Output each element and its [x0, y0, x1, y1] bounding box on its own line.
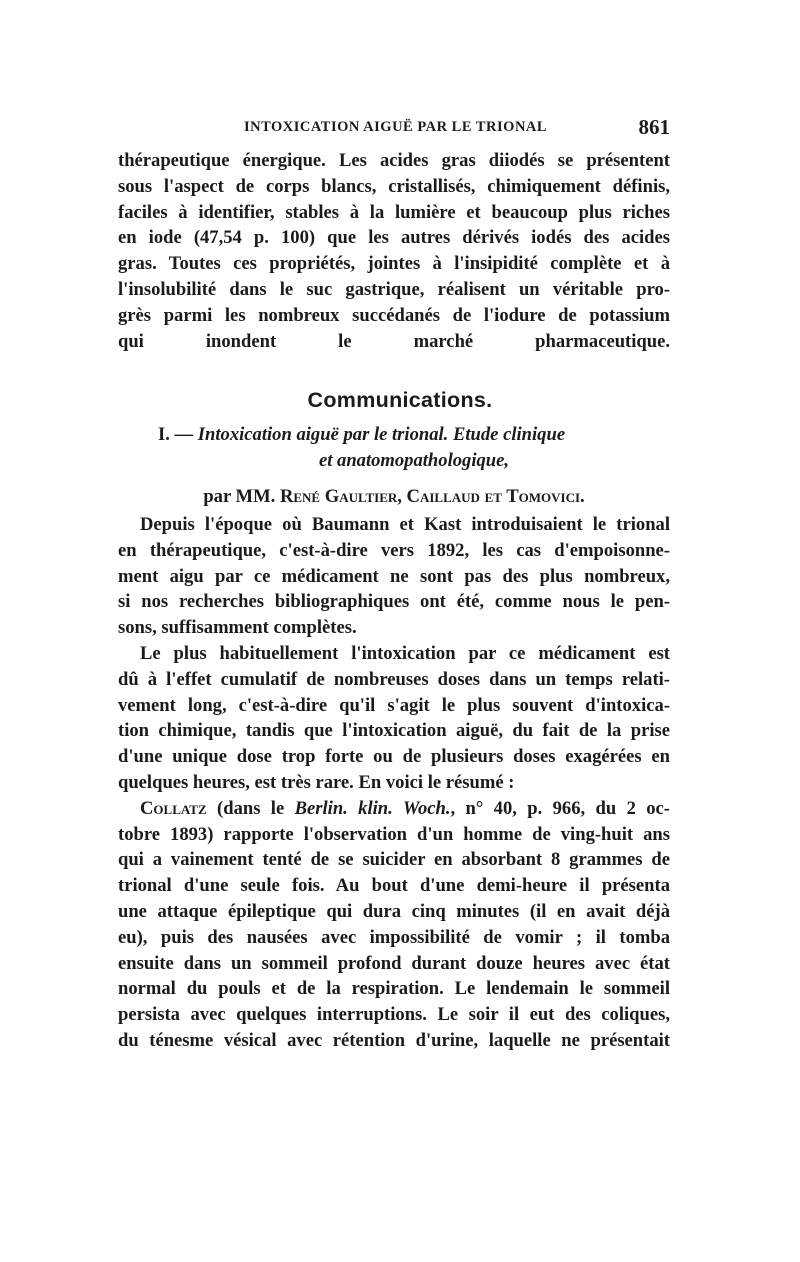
- article-title-part2: et anatomopathologique,: [318, 449, 510, 471]
- article-heading: [118, 422, 670, 509]
- page-header: [118, 113, 670, 143]
- text-line: en thérapeutique, c'est-à-dire vers 1892, les cas d'empoisonne-: [118, 539, 670, 561]
- text-line: faciles à identifier, stables à la lumière et beaucoup plus riches: [118, 201, 670, 223]
- running-title: INTOXICATION AIGUË PAR LE TRIONAL: [244, 119, 548, 135]
- text-line: grès parmi les nombreux succédanés de l'iodure de potassium: [118, 304, 670, 326]
- text-line: du ténesme vésical avec rétention d'urine, laquelle ne présentait: [118, 1029, 670, 1051]
- text-line: Depuis l'époque où Baumann et Kast introduisaient le trional: [140, 514, 670, 535]
- text-line: trional d'une seule fois. Au bout d'une demi-heure il présenta: [118, 875, 670, 897]
- text-line: sons, suffisamment complètes.: [118, 617, 357, 639]
- citation-part-a: (dans le: [217, 797, 295, 819]
- text-line: thérapeutique énergique. Les acides gras diiodés se présentent: [118, 150, 670, 171]
- text-line: l'insolubilité dans le suc gastrique, réalisent un véritable pro-: [118, 278, 670, 300]
- text-line: si nos recherches bibliographiques ont été, comme nous le pen-: [118, 591, 670, 613]
- text-line-collatz: [118, 796, 670, 822]
- text-line: persista avec quelques interruptions. Le soir il eut des coliques,: [118, 1004, 670, 1026]
- text-line: Le plus habituellement l'intoxication par ce médicament est: [140, 642, 670, 664]
- text-line: d'une unique dose trop forte ou de plusieurs doses exagérées en: [118, 746, 670, 768]
- article-number: I. —: [158, 424, 194, 445]
- text-line: normal du pouls et de la respiration. Le lendemain le sommeil: [118, 978, 670, 1000]
- citation-part-b: , n° 40, p. 966, du 2 oc-: [450, 797, 670, 819]
- text-line: vement long, c'est-à-dire qu'il s'agit le plus souvent d'intoxica-: [118, 694, 670, 716]
- authors-prefix: par MM.: [203, 485, 276, 507]
- journal-name: Berlin. klin. Woch.: [294, 797, 451, 819]
- article-body: [118, 512, 670, 1054]
- text-line: ensuite dans un sommeil profond durant douze heures avec état: [118, 952, 670, 974]
- text-line: ment aigu par ce médicament ne sont pas des plus nombreux,: [118, 565, 670, 587]
- text-line: tion chimique, tandis que l'intoxication aiguë, du fait de la prise: [118, 720, 670, 742]
- text-line: qui a vainement tenté de se suicider en absorbant 8 grammes de: [118, 849, 670, 871]
- collatz-author: Collatz: [140, 797, 207, 819]
- article-title-part1: Intoxication aiguë par le trional. Etude clinique: [197, 424, 566, 445]
- text-line: qui inondent le marché pharmaceutique.: [118, 330, 670, 352]
- text-line: une attaque épileptique qui dura cinq minutes (il en avait déjà: [118, 900, 670, 922]
- text-line: quelques heures, est très rare. En voici le résumé :: [118, 771, 515, 793]
- authors-names: René Gaultier, Caillaud et Tomovici.: [279, 485, 585, 507]
- page-number: 861: [638, 115, 670, 139]
- text-line: sous l'aspect de corps blancs, cristallisés, chimiquement définis,: [118, 175, 670, 197]
- text-line: gras. Toutes ces propriétés, jointes à l'insipidité complète et à: [118, 253, 670, 275]
- text-line: en iode (47,54 p. 100) que les autres dérivés iodés des acides: [118, 227, 670, 249]
- text-line: tobre 1893) rapporte l'observation d'un homme de ving-huit ans: [118, 823, 670, 845]
- section-title: Communications.: [307, 388, 493, 412]
- article-title-line: [118, 422, 670, 448]
- text-line: dû à l'effet cumulatif de nombreuses doses dans un temps relati-: [118, 668, 670, 690]
- paragraph-continued: [118, 148, 670, 354]
- text-line: eu), puis des nausées avec impossibilité de vomir ; il tomba: [118, 926, 670, 948]
- article-authors-line: [118, 484, 670, 510]
